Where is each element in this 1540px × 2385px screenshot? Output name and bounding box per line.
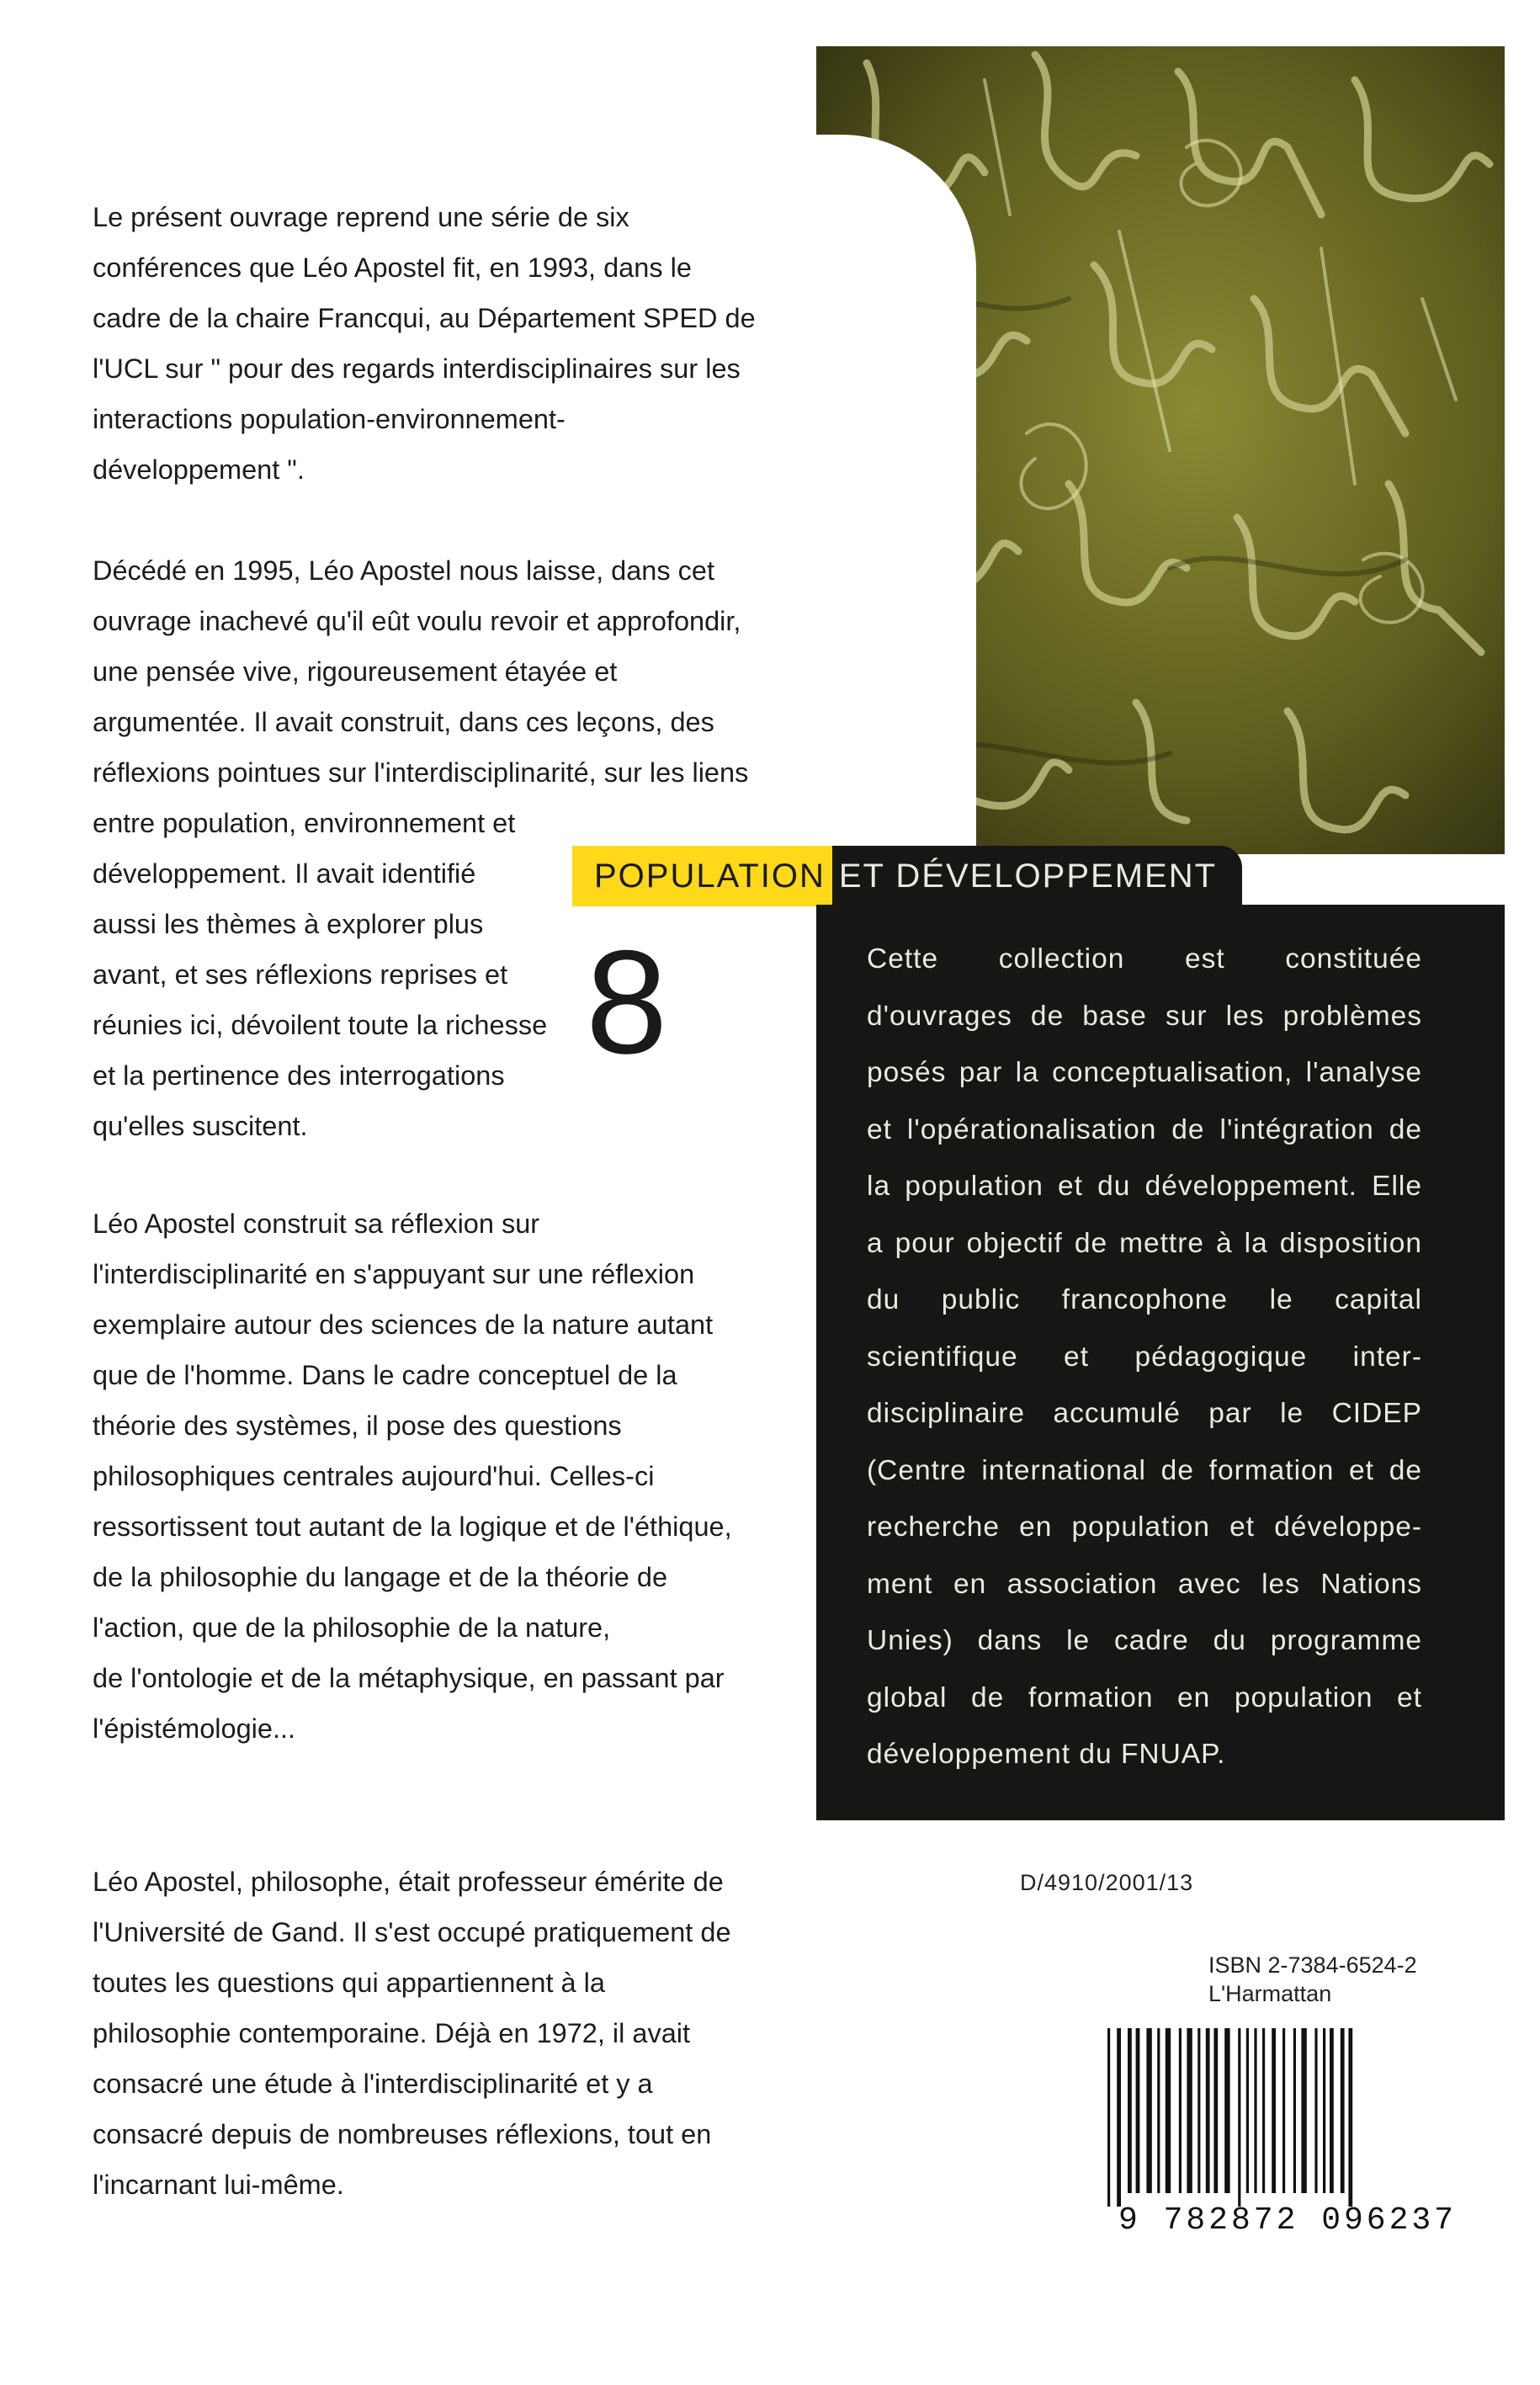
isbn-block: [1208, 1951, 1417, 2008]
barcode-bar: [1246, 2028, 1249, 2193]
text-line: l'Université de Gand. Il s'est occupé pratiquement de: [93, 1917, 731, 1947]
text-line: conférences que Léo Apostel fit, en 1993, dans le: [93, 252, 692, 283]
barcode-bar: [1341, 2028, 1345, 2193]
text-line: qu'elles suscitent.: [93, 1111, 308, 1141]
barcode-bar: [1146, 2028, 1151, 2193]
text-line: Cette collection est constituée: [867, 943, 1422, 975]
volume-number: 8: [586, 921, 668, 1085]
barcode-bar: [1128, 2028, 1132, 2193]
text-line: l'UCL sur " pour des regards interdisciplinaires sur les: [93, 353, 741, 384]
text-line: avant, et ses réflexions reprises et: [93, 959, 508, 990]
text-line: d'ouvrages de base sur les problèmes: [867, 1000, 1422, 1032]
text-line: du public francophone le capital: [867, 1284, 1422, 1315]
barcode-bar: [1282, 2028, 1285, 2193]
isbn-number: ISBN 2-7384-6524-2: [1208, 1952, 1417, 1978]
barcode-bar: [1213, 2028, 1218, 2193]
text-line: aussi les thèmes à explorer plus: [93, 909, 484, 939]
text-line: que de l'homme. Dans le cadre conceptuel de la: [93, 1360, 677, 1390]
text-line: disciplinaire accumulé par le CIDEP: [867, 1398, 1422, 1429]
barcode-bar: [1197, 2028, 1200, 2193]
text-line: scientifique et pédagogique inter-: [867, 1341, 1422, 1373]
barcode-bar: [1179, 2028, 1182, 2193]
text-line: entre population, environnement et: [93, 808, 516, 838]
publisher-name: L'Harmattan: [1208, 1981, 1332, 2006]
text-line: interactions population-environnement-: [93, 404, 566, 434]
barcode-bar: [1314, 2028, 1317, 2193]
barcode-bar: [1187, 2028, 1192, 2193]
author-bio-paragraph: [93, 1856, 731, 2210]
barcode-bar: [1301, 2028, 1306, 2193]
text-line: philosophie contemporaine. Déjà en 1972, il avait: [93, 2018, 691, 2048]
text-line: l'interdisciplinarité en s'appuyant sur une réflexion: [93, 1259, 695, 1289]
collection-label: [572, 846, 1242, 906]
text-line: toutes les questions qui appartiennent à la: [93, 1968, 605, 1998]
text-line: une pensée vive, rigoureusement étayée et: [93, 656, 618, 687]
text-line: théorie des systèmes, il pose des questions: [93, 1410, 622, 1441]
text-line: réunies ici, dévoilent toute la richesse: [93, 1010, 548, 1040]
text-line: réflexions pointues sur l'interdisciplinarité, sur les liens: [93, 757, 749, 788]
barcode-bar: [1166, 2028, 1171, 2193]
text-line: ouvrage inachevé qu'il eût voulu revoir et approfondir,: [93, 606, 741, 636]
text-line: l'incarnant lui-même.: [93, 2170, 344, 2200]
text-line: cadre de la chaire Francqui, au Département SPED de: [93, 303, 756, 333]
text-line: Le présent ouvrage reprend une série de six: [93, 202, 629, 232]
text-line: Unies) dans le cadre du programme: [867, 1625, 1422, 1656]
text-line: la population et du développement. Elle: [867, 1171, 1422, 1202]
text-line: (Centre international de formation et de: [867, 1454, 1422, 1486]
text-line: Léo Apostel, philosophe, était professeur émérite de: [93, 1867, 724, 1897]
text-line: a pour objectif de mettre à la disposition: [867, 1227, 1422, 1259]
text-line: de la philosophie du langage et de la théorie de: [93, 1562, 668, 1592]
barcode-bar: [1348, 2028, 1352, 2207]
barcode-bar: [1262, 2028, 1265, 2193]
intro-paragraph: [93, 192, 756, 495]
barcode-bar: [1272, 2028, 1276, 2193]
barcode-bar: [1323, 2028, 1325, 2193]
text-line: et l'opérationalisation de l'intégration de: [867, 1113, 1422, 1145]
barcode-bar: [1117, 2028, 1121, 2207]
text-line: développement du FNUAP.: [867, 1739, 1226, 1770]
barcode-bar: [1157, 2028, 1160, 2193]
barcode-bar: [1293, 2028, 1296, 2193]
text-line: ment en association avec les Nations: [867, 1568, 1422, 1600]
barcode-bar: [1238, 2028, 1240, 2207]
text-line: philosophiques centrales aujourd'hui. Celles-ci: [93, 1461, 655, 1491]
barcode: [1102, 2028, 1473, 2239]
barcode-graphic: [1102, 2028, 1473, 2239]
text-line: consacré une étude à l'interdisciplinarité et y a: [93, 2069, 653, 2099]
text-line: recherche en population et développe-: [867, 1511, 1422, 1543]
method-paragraph: [93, 1198, 732, 1754]
text-line: de l'ontologie et de la métaphysique, en passant par: [93, 1663, 725, 1693]
text-line: Décédé en 1995, Léo Apostel nous laisse, dans cet: [93, 555, 714, 586]
text-line: et la pertinence des interrogations: [93, 1060, 505, 1091]
barcode-bar: [1224, 2028, 1229, 2193]
text-line: argumentée. Il avait construit, dans ces leçons, des: [93, 707, 714, 737]
photo-white-cutout: [808, 135, 976, 858]
text-line: ressortissent tout autant de la logique et de l'éthique,: [93, 1511, 732, 1542]
barcode-digits: 9 782872 096237: [1118, 2202, 1458, 2239]
text-line: Léo Apostel construit sa réflexion sur: [93, 1208, 540, 1239]
barcode-bar: [1206, 2028, 1210, 2193]
collection-label-developpement: ET DÉVELOPPEMENT: [832, 846, 1242, 906]
text-line: développement. Il avait identifié: [93, 858, 476, 889]
text-line: exemplaire autour des sciences de la nature autant: [93, 1309, 714, 1340]
barcode-bar: [1330, 2028, 1334, 2193]
text-line: global de formation en population et: [867, 1681, 1422, 1713]
barcode-bar: [1136, 2028, 1140, 2193]
barcode-bar: [1107, 2028, 1110, 2207]
barcode-bar: [1254, 2028, 1256, 2193]
text-line: consacré depuis de nombreuses réflexions, tout en: [93, 2119, 712, 2149]
text-line: l'épistémologie...: [93, 1713, 296, 1744]
text-line: posés par la conceptualisation, l'analyse: [867, 1057, 1422, 1088]
text-line: développement ".: [93, 454, 305, 485]
depot-legal: D/4910/2001/13: [1020, 1870, 1194, 1895]
collection-label-population: POPULATION: [572, 846, 832, 906]
collection-description: [867, 931, 1422, 1783]
text-line: l'action, que de la philosophie de la nature,: [93, 1612, 611, 1643]
